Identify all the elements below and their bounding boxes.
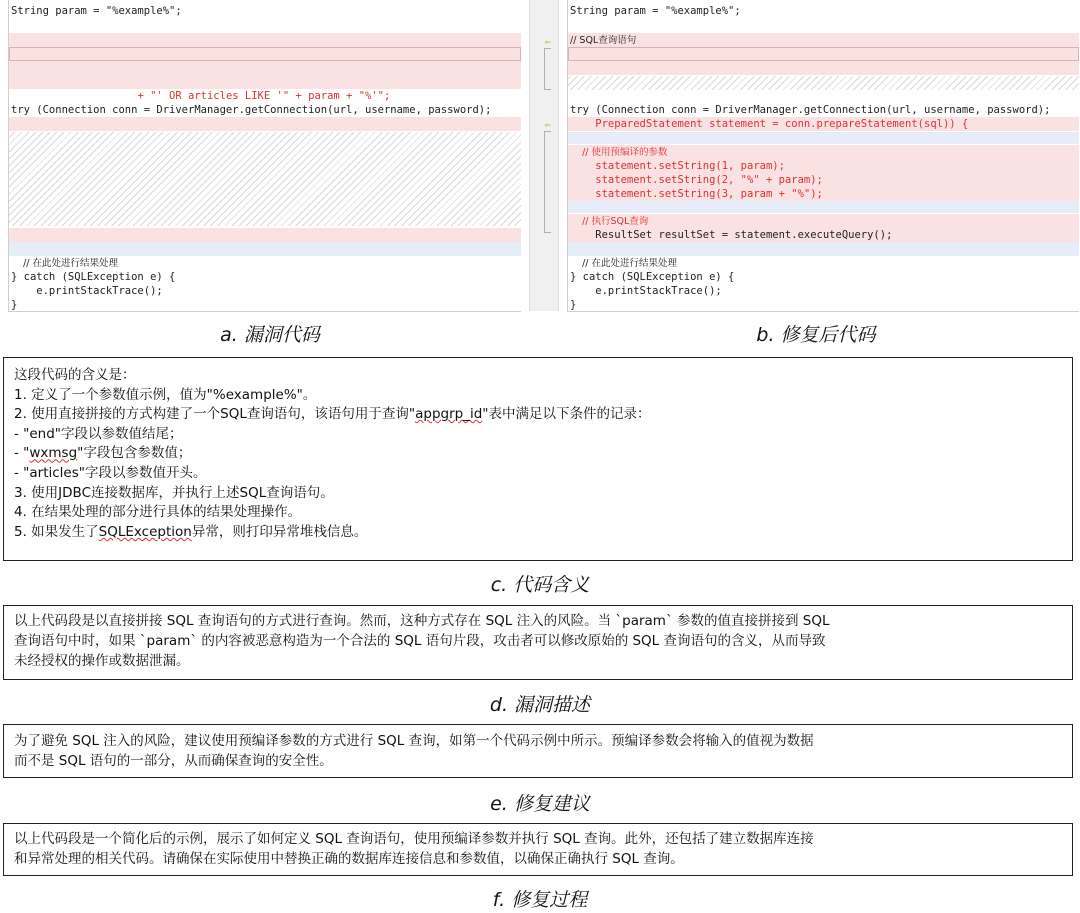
code-line: e.printStackTrace(); xyxy=(570,285,722,297)
code-comment: // 执行SQL查询 xyxy=(568,214,1079,228)
meaning-item: 4. 在结果处理的部分进行具体的结果处理操作。 xyxy=(14,504,302,521)
meaning-subitem: - "articles"字段以参数值开头。 xyxy=(14,464,207,481)
code-line: } catch (SQLException e) { xyxy=(570,271,735,283)
diff-bracket xyxy=(544,48,551,90)
code-comment xyxy=(9,33,521,47)
meaning-item: 2. 使用直接拼接的方式构建了一个SQL查询语句，该语句用于查询"appgrp_id"表中满足以下条件的记录： xyxy=(14,406,651,423)
process-line: 以上代码段是一个简化后的示例，展示了如何定义 SQL 查询语句，使用预编译参数并执行 SQL 查询。此外，还包括了建立数据库连接 xyxy=(14,831,814,847)
code-line: statement.setString(1, param); xyxy=(568,159,1079,173)
description-line: 以上代码段是以直接拼接 SQL 查询语句的方式进行查询。然而，这种方式存在 SQL 注入的风险。当 `param` 参数的值直接拼接到 SQL xyxy=(14,613,830,629)
code-line xyxy=(9,228,521,242)
diff-placeholder-hatch xyxy=(568,76,1079,90)
code-line: PreparedStatement statement = conn.prepareStatement(sql)) { xyxy=(568,117,1079,131)
meaning-subitem: - "wxmsg"字段包含参数值； xyxy=(14,445,192,462)
caption-fix-suggestion: e. 修复建议 xyxy=(490,793,590,815)
code-line: } catch (SQLException e) { xyxy=(11,271,176,283)
code-comment: // SQL查询语句 xyxy=(568,33,1079,47)
description-line: 查询语句中时，如果 `param` 的内容被恶意构造为一个合法的 SQL 语句片段，攻击者可以修改原始的 SQL 查询语句的含义，从而导致 xyxy=(14,633,826,649)
diff-bracket xyxy=(544,131,551,233)
code-line xyxy=(9,117,521,131)
code-line: statement.setString(2, "%" + param); xyxy=(568,173,1079,187)
code-meaning-box xyxy=(3,357,1073,561)
merge-arrow-icon[interactable]: ⇦ xyxy=(544,37,551,48)
code-line: statement.setString(3, param + "%"); xyxy=(568,187,1079,201)
code-line: e.printStackTrace(); xyxy=(11,285,163,297)
fixed-code-pane xyxy=(567,0,1079,312)
code-line: } xyxy=(570,299,577,311)
caption-code-meaning: c. 代码含义 xyxy=(490,574,590,596)
meaning-item: 1. 定义了一个参数值示例，值为"%example%"。 xyxy=(14,386,317,403)
code-line xyxy=(9,61,521,75)
fix-suggestion-box xyxy=(3,724,1073,778)
meaning-item: 3. 使用JDBC连接数据库，并执行上述SQL查询语句。 xyxy=(14,484,334,501)
diff-band xyxy=(568,242,1079,256)
meaning-intro: 这段代码的含义是： xyxy=(14,367,136,383)
caption-fixed-code: b. 修复后代码 xyxy=(756,324,876,346)
vulnerability-description-box xyxy=(3,605,1073,680)
code-line xyxy=(568,61,1079,75)
suggestion-line: 为了避免 SQL 注入的风险，建议使用预编译参数的方式进行 SQL 查询，如第一个代码示例中所示。预编译参数会将输入的值视为数据 xyxy=(14,733,814,749)
code-line xyxy=(568,47,1079,61)
diff-band xyxy=(568,132,1079,144)
diff-band xyxy=(9,242,521,256)
diff-placeholder-hatch xyxy=(9,132,521,226)
fix-process-box xyxy=(3,823,1073,876)
code-comment: // 在此处进行结果处理 xyxy=(11,258,119,269)
caption-fix-process: f. 修复过程 xyxy=(492,889,588,911)
description-line: 未经授权的操作或数据泄漏。 xyxy=(14,653,190,669)
meaning-item: 5. 如果发生了SQLException异常，则打印异常堆栈信息。 xyxy=(14,523,368,540)
diff-gutter xyxy=(529,0,559,311)
vulnerable-code-pane xyxy=(8,0,521,312)
code-line xyxy=(9,47,521,61)
code-comment: // 使用预编译的参数 xyxy=(568,145,1079,159)
code-line: String param = "%example%"; xyxy=(570,5,741,17)
code-line: ResultSet resultSet = statement.executeQuery(); xyxy=(568,228,1079,242)
code-line: } xyxy=(11,299,18,311)
merge-arrow-icon[interactable]: ⇦ xyxy=(544,120,551,131)
code-line: try (Connection conn = DriverManager.getConnection(url, username, password); xyxy=(11,104,492,116)
meaning-subitem: - "end"字段以参数值结尾； xyxy=(14,425,183,442)
diff-band xyxy=(568,201,1079,213)
process-line: 和异常处理的相关代码。请确保在实际使用中替换正确的数据库连接信息和参数值，以确保正确执行 SQL 查询。 xyxy=(14,851,684,867)
suggestion-line: 而不是 SQL 语句的一部分，从而确保查询的安全性。 xyxy=(14,753,333,769)
code-line: String param = "%example%"; xyxy=(11,5,182,17)
code-line: + "' OR articles LIKE '" + param + "%'"; xyxy=(9,75,521,89)
code-comment: // 在此处进行结果处理 xyxy=(570,258,678,269)
code-line: try (Connection conn = DriverManager.getConnection(url, username, password); xyxy=(570,104,1051,116)
caption-vulnerable-code: a. 漏洞代码 xyxy=(220,324,320,346)
caption-vulnerability-description: d. 漏洞描述 xyxy=(489,694,591,716)
